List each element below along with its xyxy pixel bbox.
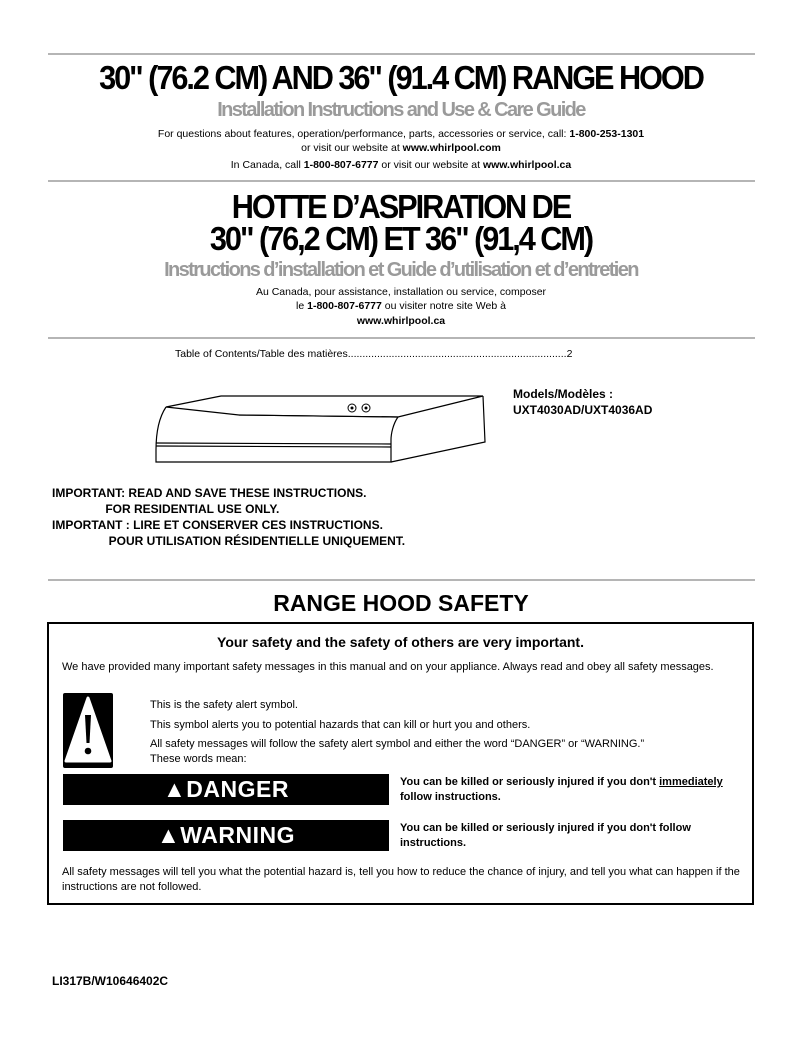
contact-text: ou visiter notre site Web à: [381, 300, 506, 312]
title-fr-line2: 30" (76,2 CM) ET 36" (91,4 CM): [209, 220, 593, 257]
contact-fr-1: Au Canada, pour assistance, installation ou service, composer: [255, 286, 547, 298]
safety-intro: We have provided many important safety messages in this manual and on your appliance. Always read and obey all safety messages.: [62, 661, 714, 673]
symbol-line: All safety messages will follow the safety alert symbol and either the word “DANGER” or “WARNING.”: [150, 738, 645, 750]
safety-heading: RANGE HOOD SAFETY: [273, 590, 529, 616]
danger-text-emphasis: immediately: [659, 776, 723, 788]
toc-page: 2: [566, 348, 573, 360]
models-label: Models/Modèles :: [513, 387, 614, 401]
range-hood-illustration: [128, 384, 500, 470]
important-en-2: FOR RESIDENTIAL USE ONLY.: [52, 502, 280, 516]
divider: [48, 579, 755, 581]
important-fr-2: POUR UTILISATION RÉSIDENTIELLE UNIQUEMENT.: [52, 534, 406, 548]
website-ca[interactable]: www.whirlpool.ca: [482, 159, 572, 171]
document-code: LI317B/W10646402C: [52, 974, 169, 988]
warning-triangle-icon: ▲: [157, 822, 181, 848]
important-fr: IMPORTANT : LIRE ET CONSERVER CES INSTRUCTIONS.: [52, 518, 383, 532]
toc-dots: ...........................................................................: [347, 348, 567, 360]
contact-fr-2: [0, 299, 802, 313]
divider: [48, 53, 755, 55]
safety-box: [47, 622, 754, 905]
danger-text: [400, 775, 745, 805]
contact-line-3: [0, 158, 802, 172]
danger-label: [63, 774, 389, 805]
subtitle-fr: Instructions d’installation et Guide d’utilisation et d’entretien: [164, 259, 638, 281]
models-value: UXT4030AD/UXT4036AD: [513, 403, 653, 417]
phone-fr: 1-800-807-6777: [307, 300, 382, 312]
contact-text: or visit our website at: [378, 159, 483, 171]
danger-text-part: follow instructions.: [400, 791, 501, 803]
phone-ca: 1-800-807-6777: [303, 159, 379, 171]
contact-text: le: [296, 300, 308, 312]
warning-triangle-icon: ▲: [163, 776, 187, 802]
contact-text: For questions about features, operation/performance, parts, accessories or service, call:: [157, 128, 570, 140]
symbol-line: This is the safety alert symbol.: [150, 699, 298, 711]
symbol-line: This symbol alerts you to potential hazards that can kill or hurt you and others.: [150, 719, 531, 731]
warning-word: WARNING: [180, 822, 295, 848]
subtitle-en: Installation Instructions and Use & Care Guide: [217, 99, 585, 121]
danger-word: DANGER: [186, 776, 289, 802]
title-en: 30" (76.2 CM) AND 36" (91.4 CM) RANGE HOOD: [99, 59, 703, 96]
symbol-line: These words mean:: [150, 753, 247, 765]
safety-closing: All safety messages will tell you what the potential hazard is, tell you how to reduce the chance of injury, and tell you what can happen if the instructions are not followed.: [62, 866, 740, 893]
contact-text: or visit our website at: [301, 142, 403, 154]
danger-text-part: You can be killed or seriously injured if you don't: [400, 776, 660, 788]
contact-fr-3: [0, 314, 802, 328]
divider: [48, 180, 755, 182]
contact-text: In Canada, call: [230, 159, 304, 171]
important-en: IMPORTANT: READ AND SAVE THESE INSTRUCTIONS.: [52, 486, 367, 500]
warning-label: [63, 820, 389, 851]
phone-us: 1-800-253-1301: [569, 128, 645, 140]
toc-label: Table of Contents/Table des matières: [175, 348, 348, 360]
contact-line-2: [0, 141, 802, 155]
models: [513, 386, 652, 418]
title-fr-line1: HOTTE D’ASPIRATION DE: [231, 188, 571, 225]
website-fr[interactable]: www.whirlpool.ca: [356, 315, 446, 327]
toc-entry[interactable]: [175, 347, 635, 361]
divider: [48, 337, 755, 339]
contact-line-1: [0, 127, 802, 141]
website-us[interactable]: www.whirlpool.com: [402, 142, 501, 154]
safety-alert-symbol-icon: [63, 693, 113, 768]
warning-text: You can be killed or seriously injured if you don't follow instructions.: [400, 822, 691, 849]
safety-box-heading: Your safety and the safety of others are very important.: [217, 634, 584, 650]
